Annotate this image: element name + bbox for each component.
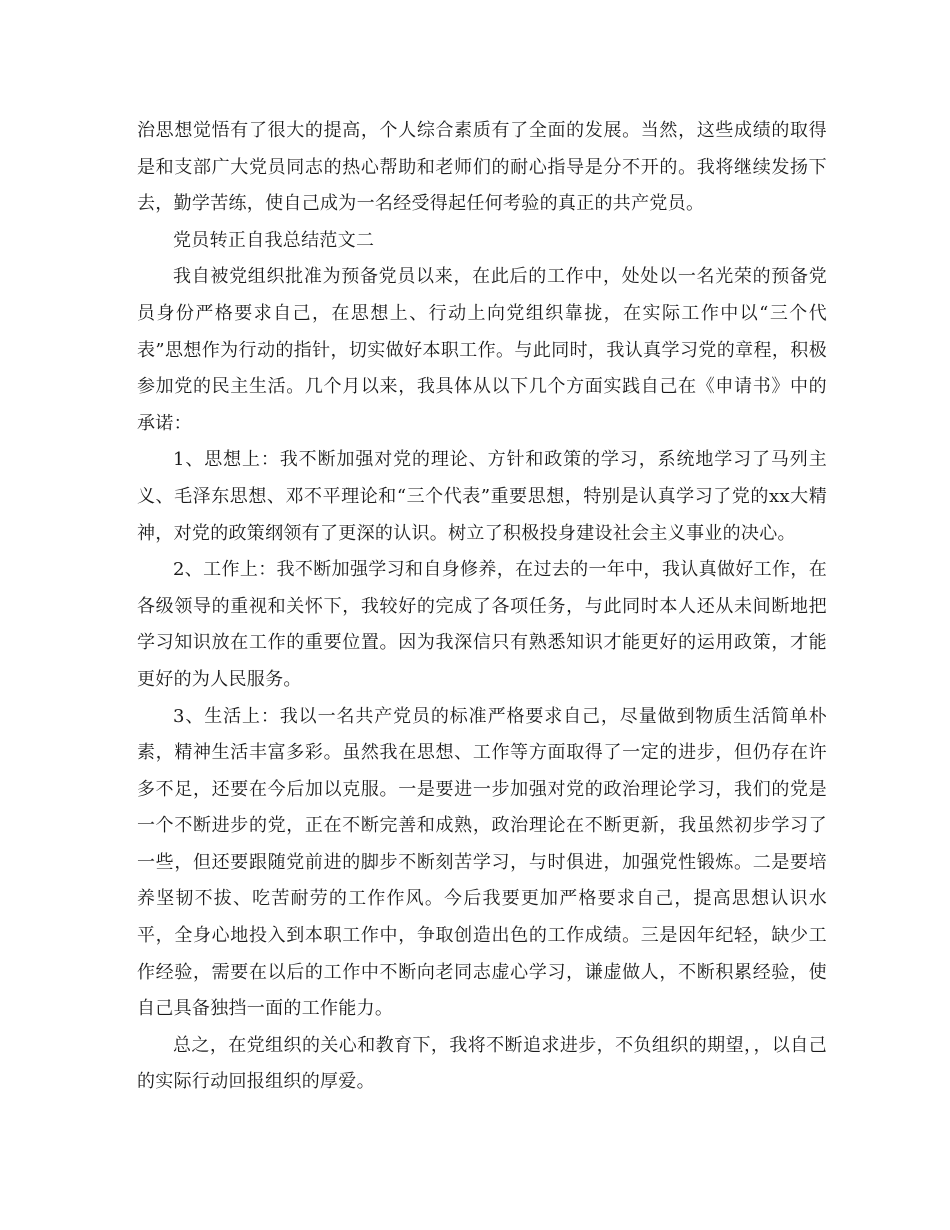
- paragraph-continuation: 治思想觉悟有了很大的提高，个人综合素质有了全面的发展。当然，这些成绩的取得是和支部广大党员同志的热心帮助和老师们的耐心指导是分不开的。我将继续发扬下去，勤学苦练，使自己成为一名经受得起任何考验的真正的共产党员。: [137, 120, 827, 215]
- paragraph-point-3: 3、生活上：我以一名共产党员的标准严格要求自己，尽量做到物质生活简单朴素，精神生活丰富多彩。虽然我在思想、工作等方面取得了一定的进步，但仍存在许多不足，还要在今后加以克服。一是要进一步加强对党的政治理论学习，我们的党是一个不断进步的党，正在不断完善和成熟，政治理论在不断更新，我虽然初步学习了一些，但还要跟随党前进的脚步不断刻苦学习，与时俱进，加强党性锻炼。二是要培养坚韧不拔、吃苦耐劳的工作作风。今后我要更加严格要求自己，提高思想认识水平，全身心地投入到本职工作中，争取创造出色的工作成绩。三是因年纪轻，缺少工作经验，需要在以后的工作中不断向老同志虚心学习，谦虚做人，不断积累经验，使自己具备独挡一面的工作能力。: [137, 705, 827, 1020]
- paragraph-intro: 我自被党组织批准为预备党员以来，在此后的工作中，处处以一名光荣的预备党员身份严格要求自己，在思想上、行动上向党组织靠拢，在实际工作中以“三个代表”思想作为行动的指针，切实做好本职工作。与此同时，我认真学习党的章程，积极参加党的民主生活。几个月以来，我具体从以下几个方面实践自己在《申请书》中的承诺：: [137, 266, 827, 434]
- section-heading: 党员转正自我总结范文二: [173, 229, 375, 251]
- document-body: [137, 113, 827, 1101]
- paragraph-point-2: 2、工作上：我不断加强学习和自身修养，在过去的一年中，我认真做好工作，在各级领导的重视和关怀下，我较好的完成了各项任务，与此同时本人还从未间断地把学习知识放在工作的重要位置。因为我深信只有熟悉知识才能更好的运用政策，才能更好的为人民服务。: [137, 559, 827, 690]
- paragraph-conclusion: 总之，在党组织的关心和教育下，我将不断追求进步，不负组织的期望，，以自己的实际行动回报组织的厚爱。: [137, 1034, 827, 1093]
- paragraph-point-1: 1、思想上：我不断加强对党的理论、方针和政策的学习，系统地学习了马列主义、毛泽东思想、邓不平理论和“三个代表”重要思想，特别是认真学习了党的xx大精神，对党的政策纲领有了更深的认识。树立了积极投身建设社会主义事业的决心。: [137, 449, 827, 544]
